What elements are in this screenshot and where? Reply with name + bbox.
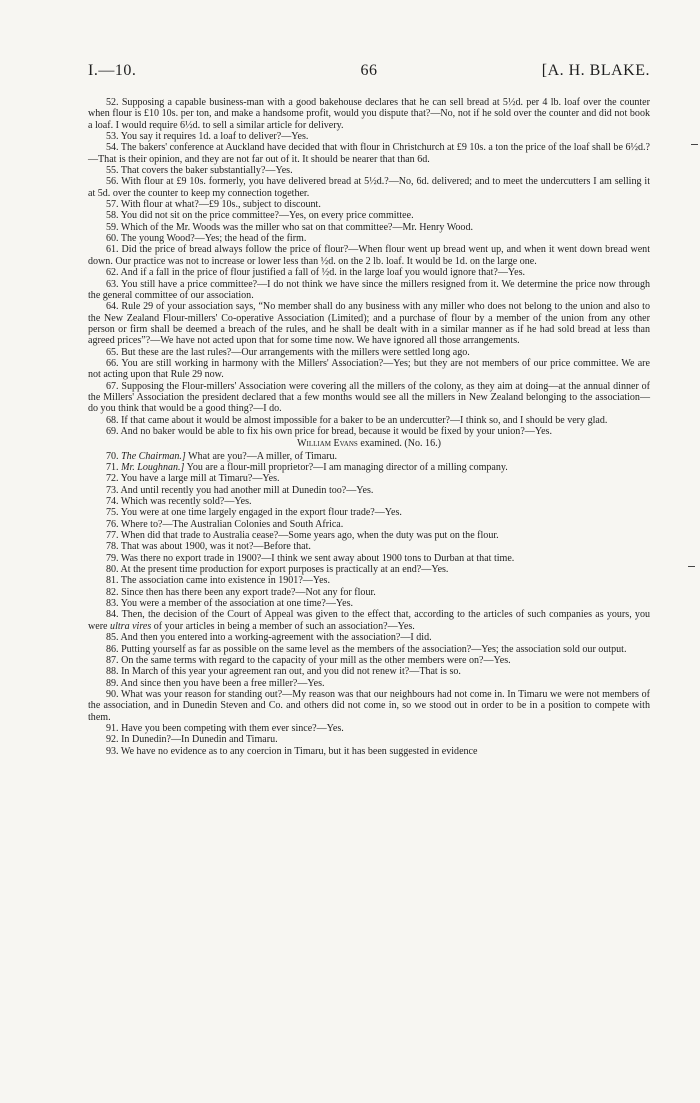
question-paragraph: 53. You say it requires 1d. a loaf to deliver?—Yes. [106, 131, 309, 143]
latin-phrase: ultra vires [110, 620, 152, 632]
page-header [88, 62, 650, 86]
question-paragraph: 85. And then you entered into a working-agreement with the association?—I did. [106, 632, 432, 644]
evidence-block-evans-b [88, 632, 650, 757]
question-paragraph: 89. And since then you have been a free miller?—Yes. [106, 677, 325, 689]
parliamentary-paper-reference: I.—10. [88, 62, 137, 79]
question-paragraph: 52. Supposing a capable business-man with a good bakehouse declares that he can sell bread at 5½d. per 4 lb. loaf over the counter when flour is £10 10s. per ton, and make a handsome profit, would you dispute that?—No, not if he sold over the counter and did not book a loaf. I would require 6½d. to sell a similar article for delivery. [88, 97, 650, 131]
witness-heading-rest: examined. (No. 16.) [357, 438, 441, 450]
question-paragraph: 55. That covers the baker substantially?—Yes. [106, 165, 293, 177]
evidence-block-blake [88, 97, 650, 437]
question-paragraph: 79. Was there no export trade in 1900?—I think we sent away about 1900 tons to Durban at that time. [106, 552, 515, 564]
question-paragraph: 67. Supposing the Flour-millers' Association were covering all the millers of the colony, as they aim at doing—at the annual dinner of the Millers' Association the president declared that a few months would see all the millers in New Zealand belonging to the association—do you think that would be a good thing?—I do. [88, 380, 650, 415]
page-number: 66 [360, 62, 378, 79]
question-text: What are you?—A miller, of Timaru. [185, 450, 338, 462]
question-paragraph: 57. With flour at what?—£9 10s., subject to discount. [106, 199, 321, 211]
question-paragraph: 74. Which was recently sold?—Yes. [106, 496, 252, 508]
question-paragraph: 80. At the present time production for export purposes is practically at an end?—Yes. [106, 564, 449, 576]
question-paragraph: 88. In March of this year your agreement ran out, and you did not renew it?—That is so. [106, 666, 461, 678]
question-paragraph: 65. But these are the last rules?—Our arrangements with the millers were settled long ago. [106, 346, 470, 358]
question-paragraph: 90. What was your reason for standing out?—My reason was that our neighbours had not come in. In Timaru we were not members of the association, and in Dunedin Steven and Co. and others did not come in, so we stood out in order to be in a position to compete with them. [88, 688, 650, 723]
witness-name: William Evans [297, 438, 358, 450]
question-paragraph: 86. Putting yourself as far as possible on the same level as the members of the association?—Yes; the association sold our output. [106, 643, 627, 655]
question-paragraph: 91. Have you been competing with them ever since?—Yes. [106, 722, 344, 734]
evidence-block-evans-a [88, 473, 650, 609]
question-paragraph: 69. And no baker would be able to fix his own price for bread, because it would be fixed by your union?—Yes. [106, 425, 552, 437]
question-paragraph: 93. We have no evidence as to any coercion in Timaru, but it has been suggested in evidence [106, 745, 478, 757]
question-paragraph: 72. You have a large mill at Timaru?—Yes. [106, 473, 280, 485]
margin-mark [691, 144, 698, 145]
question-paragraph: 54. The bakers' conference at Auckland have decided that with flour in Christchurch at £9 10s. a ton the price of the loaf shall be 6½d.?—That is their opinion, and they are not far out of it. It should be nearer that than 6d. [88, 142, 650, 165]
question-paragraph: 58. You did not sit on the price committee?—Yes, on every price committee. [106, 210, 414, 222]
question-text: You are a flour-mill proprietor?—I am managing director of a milling company. [184, 462, 508, 473]
question-paragraph: 61. Did the price of bread always follow the price of flour?—When flour went up bread went up, and when it went down bread went down. Our practice was not to increase or lower less than ½d. on the 2 lb. loaf. It would be 1d. on the large one. [88, 244, 650, 267]
speaker-label: The Chairman.] [121, 450, 186, 462]
question-paragraph: 92. In Dunedin?—In Dunedin and Timaru. [106, 734, 278, 746]
question-paragraph: 66. You are still working in harmony with the Millers' Association?—Yes; but they are not members of our price committee. We are not acting upon that Rule 29 now. [88, 357, 650, 381]
question-paragraph: 59. Which of the Mr. Woods was the miller who sat on that committee?—Mr. Henry Wood. [106, 221, 473, 233]
question-paragraph: 83. You were a member of the association at one time?—Yes. [106, 598, 354, 610]
question-paragraph: 75. You were at one time largely engaged in the export flour trade?—Yes. [106, 507, 402, 519]
question-paragraph: 82. Since then has there been any export trade?—Not any for flour. [106, 586, 376, 598]
question-paragraph: 56. With flour at £9 10s. formerly, you have delivered bread at 5½d.?—No, 6d. delivered; and to meet the undercutters I am selling it at 5d. over the counter to keep my connection together. [88, 176, 650, 199]
question-paragraph: 81. The association came into existence in 1901?—Yes. [106, 575, 330, 587]
witness-name-header: [A. H. BLAKE. [541, 62, 650, 79]
question-84 [88, 609, 650, 632]
question-text: of your articles in being a member of such an association?—Yes. [151, 620, 415, 632]
question-paragraph: 76. Where to?—The Australian Colonies and South Africa. [106, 518, 344, 530]
witness-heading [88, 438, 650, 449]
question-paragraph: 78. That was about 1900, was it not?—Before that. [106, 541, 311, 553]
question-paragraph: 73. And until recently you had another mill at Dunedin too?—Yes. [106, 484, 374, 496]
margin-mark [688, 566, 695, 567]
question-paragraph: 77. When did that trade to Australia cease?—Some years ago, when the duty was put on the flour. [106, 530, 499, 542]
question-paragraph: 63. You still have a price committee?—I do not think we have since the millers resigned from it. We determine the price now through the general committee of our association. [88, 278, 650, 301]
question-paragraph: 60. The young Wood?—Yes; the head of the firm. [106, 233, 307, 245]
question-paragraph: 87. On the same terms with regard to the capacity of your mill as the other members were on?—Yes. [106, 654, 511, 666]
question-71: 71. Mr. Loughnan.] You are a flour-mill proprietor?—I am managing director of a milling company. [106, 462, 508, 473]
question-paragraph: 64. Rule 29 of your association says, “No member shall do any business with any miller who does not belong to the union and also to the New Zealand Flour-millers' Co-operative Association (Limited); and a purchase of flour by a member of the union from any other person or firm shall be deemed a breach of the rules, and he shall be dealt with in a similar manner as if he had sold bread at less than agreed prices”?—We have not acted upon that for some time now. We have ignored all those arrangements. [88, 301, 650, 347]
evidence-text [88, 97, 650, 757]
question-70: 70. The Chairman.] What are you?—A miller, of Timaru. [106, 450, 338, 462]
question-paragraph: 62. And if a fall in the price of flour justified a fall of ½d. in the large loaf you would ignore that?—Yes. [106, 267, 525, 279]
question-text: 84. Then, the decision of the Court of Appeal was given to the effect that, according to the articles of such companies as yours, you were [88, 609, 650, 632]
question-paragraph: 68. If that came about it would be almost impossible for a baker to be an undercutter?—I think so, and I should be very glad. [106, 414, 608, 426]
speaker-label: Mr. Loughnan.] [121, 462, 185, 473]
